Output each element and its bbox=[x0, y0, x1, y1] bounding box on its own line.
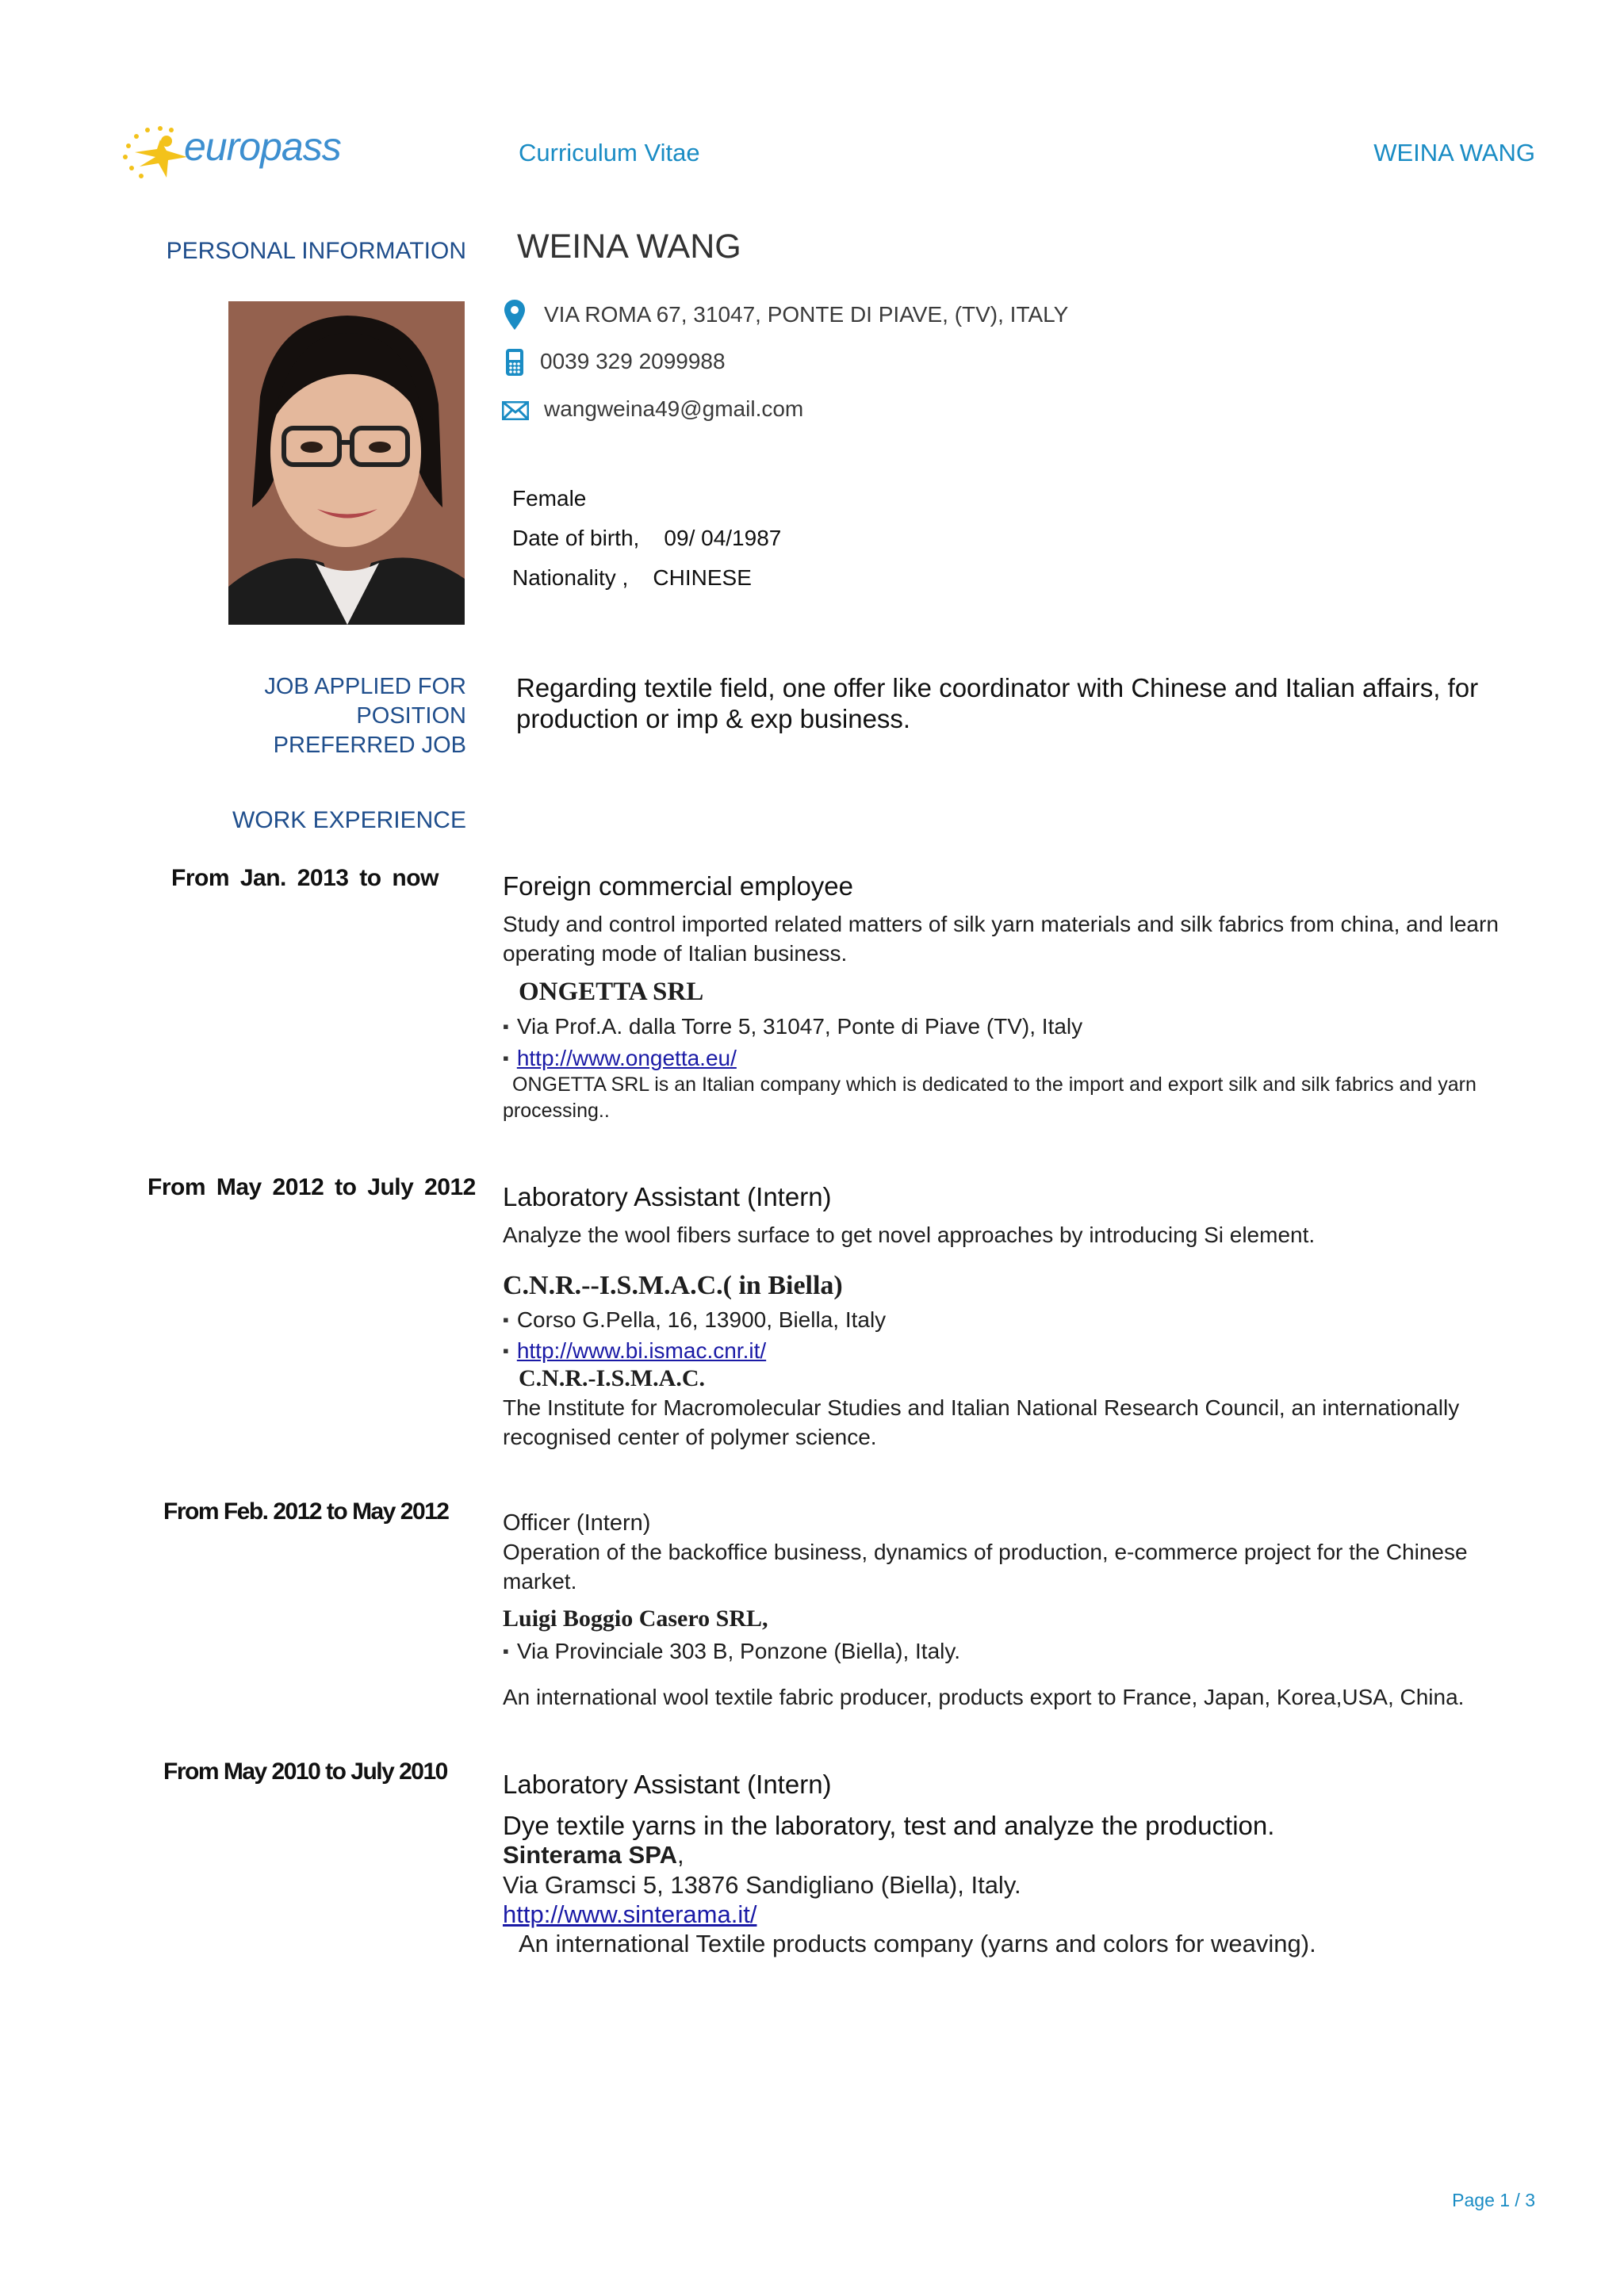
work-title: Laboratory Assistant (Intern) bbox=[503, 1770, 832, 1799]
nationality: Nationality , CHINESE bbox=[512, 565, 752, 590]
job-applied-for-label: JOB APPLIED FOR bbox=[264, 674, 466, 699]
personal-information-label: PERSONAL INFORMATION bbox=[166, 238, 466, 264]
position-label: POSITION bbox=[356, 703, 466, 729]
candidate-name: WEINA WANG bbox=[517, 228, 741, 266]
company-name-row bbox=[503, 1841, 684, 1869]
logo-text: europass bbox=[184, 124, 341, 169]
work-description: Analyze the wool fibers surface to get novel approaches by introducing Si element. bbox=[503, 1223, 1316, 1247]
company-address: Via Gramsci 5, 13876 Sandigliano (Biella), Italy. bbox=[503, 1871, 1021, 1899]
company-name: Luigi Boggio Casero SRL, bbox=[503, 1605, 768, 1632]
work-description: Dye textile yarns in the laboratory, test and analyze the production. bbox=[503, 1811, 1275, 1840]
phone: 0039 329 2099988 bbox=[540, 349, 726, 373]
company-name: ONGETTA SRL bbox=[519, 978, 704, 1006]
company-name: C.N.R.--I.S.M.A.C.( in Biella) bbox=[503, 1271, 843, 1300]
location-pin-icon bbox=[504, 300, 525, 334]
company-address: ▪ Via Provinciale 303 B, Ponzone (Biella), Italy. bbox=[503, 1636, 960, 1667]
bullet bbox=[503, 1046, 517, 1070]
work-dates: From Feb. 2012 to May 2012 bbox=[163, 1498, 449, 1525]
company-note: The Institute for Macromolecular Studies and Italian National Research Council, an internationally recognised center of polymer science. bbox=[503, 1395, 1460, 1449]
company-url-link[interactable]: http://www.bi.ismac.cnr.it/ bbox=[516, 1338, 767, 1363]
company-note: An international Textile products company (yarns and colors for weaving). bbox=[519, 1930, 1316, 1957]
photo bbox=[228, 301, 465, 625]
work-dates: From May 2012 to July 2012 bbox=[147, 1174, 476, 1200]
doc-type: Curriculum Vitae bbox=[519, 139, 700, 166]
address: VIA ROMA 67, 31047, PONTE DI PIAVE, (TV), ITALY bbox=[544, 302, 1069, 327]
work-title: Foreign commercial employee bbox=[503, 871, 854, 901]
company-url-row bbox=[503, 1043, 737, 1074]
gender: Female bbox=[512, 486, 587, 511]
company-name: Sinterama SPA bbox=[503, 1841, 677, 1869]
work-dates: From May 2010 to July 2010 bbox=[163, 1758, 447, 1785]
date-of-birth: Date of birth, 09/ 04/1987 bbox=[512, 526, 782, 550]
job-text: Regarding textile field, one offer like coordinator with Chinese and Italian affairs, for production or imp & exp business. bbox=[516, 673, 1479, 733]
work-dates: From Jan. 2013 to now bbox=[171, 865, 439, 891]
work-title: Officer (Intern) bbox=[503, 1510, 651, 1536]
job-applied-label bbox=[149, 672, 466, 760]
preferred-job-label: PREFERRED JOB bbox=[273, 733, 466, 758]
company-url-link[interactable]: http://www.sinterama.it/ bbox=[503, 1900, 757, 1928]
envelope-icon bbox=[502, 401, 529, 424]
company-address: ▪ Via Prof.A. dalla Torre 5, 31047, Ponte di Piave (TV), Italy bbox=[503, 1012, 1082, 1043]
work-experience-label: WORK EXPERIENCE bbox=[232, 807, 466, 833]
work-description: Study and control imported related matters of silk yarn materials and silk fabrics from china, and learn operating mode of Italian business. bbox=[503, 912, 1499, 966]
work-title: Laboratory Assistant (Intern) bbox=[503, 1182, 832, 1211]
company-short-name: C.N.R.-I.S.M.A.C. bbox=[519, 1365, 705, 1391]
work-description: Operation of the backoffice business, dynamics of production, e-commerce project for the Chinese market. bbox=[503, 1540, 1468, 1594]
europass-logo bbox=[111, 111, 341, 186]
mobile-phone-icon bbox=[506, 349, 523, 380]
company-name-suffix: , bbox=[676, 1841, 684, 1869]
company-note: An international wool textile fabric producer, products export to France, Japan, Korea,USA, China. bbox=[503, 1685, 1465, 1709]
company-address: ▪ Corso G.Pella, 16, 13900, Biella, Italy bbox=[503, 1305, 886, 1336]
email-link[interactable]: wangweina49@gmail.com bbox=[544, 396, 804, 421]
company-url-link[interactable]: http://www.ongetta.eu/ bbox=[516, 1046, 737, 1070]
company-note: ONGETTA SRL is an Italian company which is dedicated to the import and export silk and silk fabrics and yarn processing.. bbox=[503, 1073, 1477, 1122]
bullet bbox=[503, 1338, 517, 1363]
header-name: WEINA WANG bbox=[1373, 139, 1535, 166]
company-url-row bbox=[503, 1336, 766, 1367]
page-number: Page 1 / 3 bbox=[1452, 2190, 1535, 2210]
